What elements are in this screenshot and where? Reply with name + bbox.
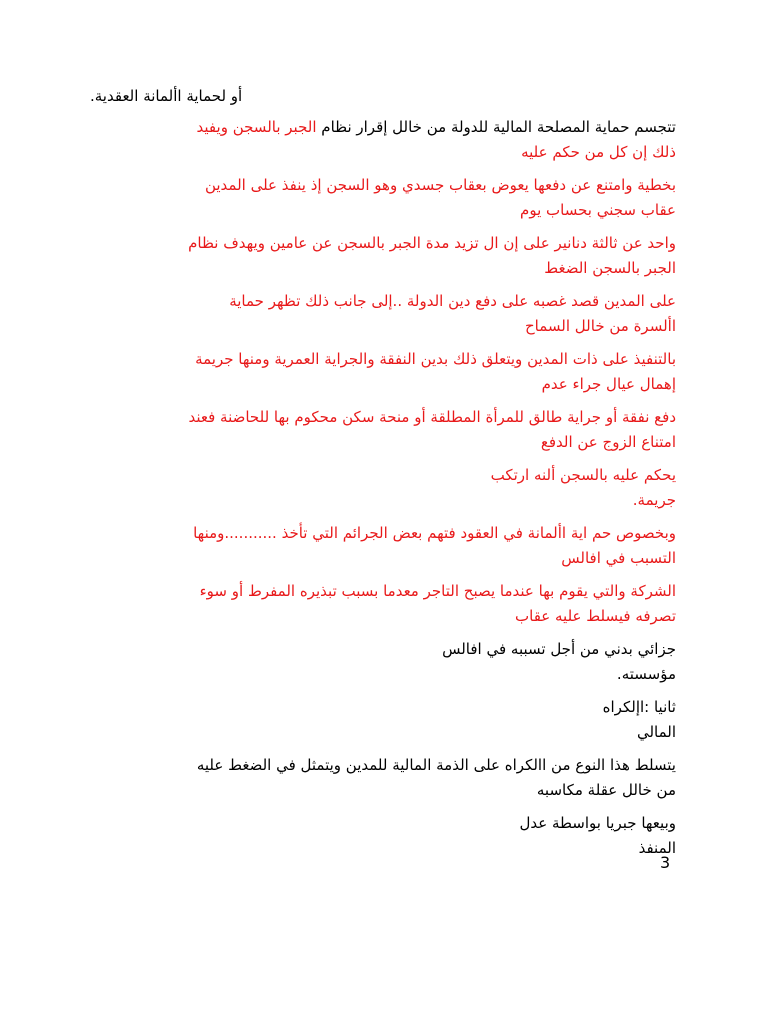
document-page (90, 84, 676, 869)
paragraph-13-line-1: وبيعها جبريا بواسطة عدل (519, 814, 676, 832)
paragraph-9 (90, 579, 676, 629)
paragraph-8-line-2: التسبب في افالس (561, 549, 676, 567)
paragraph-1-black-text: تتجسم حماية المصلحة المالية للدولة من خالل إقرار نظام (321, 118, 676, 136)
paragraph-6 (90, 405, 676, 455)
paragraph-3 (90, 231, 676, 281)
section-heading (90, 695, 676, 745)
paragraph-4-line-1: على المدين قصد غصبه على دفع دين الدولة ..إلى جانب ذلك تظهر حماية (229, 292, 676, 310)
paragraph-12-line-1: يتسلط هذا النوع من االكراه على الذمة المالية للمدين ويتمثل في الضغط عليه (196, 756, 676, 774)
paragraph-2-line-1: بخطية وامتنع عن دفعها يعوض بعقاب جسدي وهو السجن إذ ينفذ على المدين (204, 176, 676, 194)
page-number: 3 (660, 853, 671, 872)
paragraph-1-red-text: الجبر بالسجن ويفيد (196, 118, 317, 136)
paragraph-5-line-1: بالتنفيذ على ذات المدين ويتعلق ذلك بدين النفقة والجراية العمرية ومنها جريمة (195, 350, 676, 368)
paragraph-7-line-2: جريمة. (632, 491, 676, 509)
paragraph-3-line-2: الجبر بالسجن الضغط (544, 259, 676, 277)
paragraph-7-line-1: يحكم عليه بالسجن ألنه ارتكب (490, 466, 676, 484)
paragraph-5-line-2: إهمال عيال جراء عدم (541, 375, 676, 393)
paragraph-7 (90, 463, 676, 513)
paragraph-4 (90, 289, 676, 339)
paragraph-6-line-2: امتناع الزوج عن الدفع (540, 433, 676, 451)
paragraph-13 (90, 811, 676, 861)
intro-text: أو لحماية األمانة العقدية. (90, 87, 243, 105)
paragraph-8-line-1: وبخصوص حم اية األمانة في العقود فتهم بعض الجرائم التي تأخذ ...........ومنها (193, 524, 676, 542)
paragraph-2 (90, 173, 676, 223)
section-heading-line-1: ثانيا :اإلكراه (602, 698, 676, 716)
paragraph-1-line-1 (90, 115, 676, 140)
paragraph-5 (90, 347, 676, 397)
paragraph-10-line-1: جزائي بدني من أجل تسببه في افالس (442, 640, 676, 658)
paragraph-12-line-2: من خالل عقلة مكاسبه (536, 781, 676, 799)
section-heading-line-2: المالي (636, 723, 676, 741)
paragraph-4-line-2: األسرة من خالل السماح (525, 317, 676, 335)
paragraph-6-line-1: دفع نفقة أو جراية طالق للمرأة المطلقة أو منحة سكن محكوم بها للحاضنة فعند (188, 408, 676, 426)
paragraph-9-line-1: الشركة والتي يقوم بها عندما يصبح التاجر معدما بسبب تبذيره المفرط أو سوء (199, 582, 676, 600)
paragraph-3-line-1: واحد عن ثالثة دنانير على إن ال تزيد مدة الجبر بالسجن عن عامين ويهدف نظام (188, 234, 676, 252)
paragraph-1-line-2: ذلك إن كل من حكم عليه (521, 143, 676, 161)
paragraph-10 (90, 637, 676, 687)
paragraph-2-line-2: عقاب سجني بحساب يوم (520, 201, 676, 219)
paragraph-13-line-2: المنفذ (638, 839, 676, 857)
intro-line (90, 84, 676, 109)
paragraph-8 (90, 521, 676, 571)
paragraph-9-line-2: تصرفه فيسلط عليه عقاب (515, 607, 676, 625)
paragraph-10-line-2: مؤسسته. (616, 665, 676, 683)
paragraph-12 (90, 753, 676, 803)
paragraph-1 (90, 115, 676, 165)
